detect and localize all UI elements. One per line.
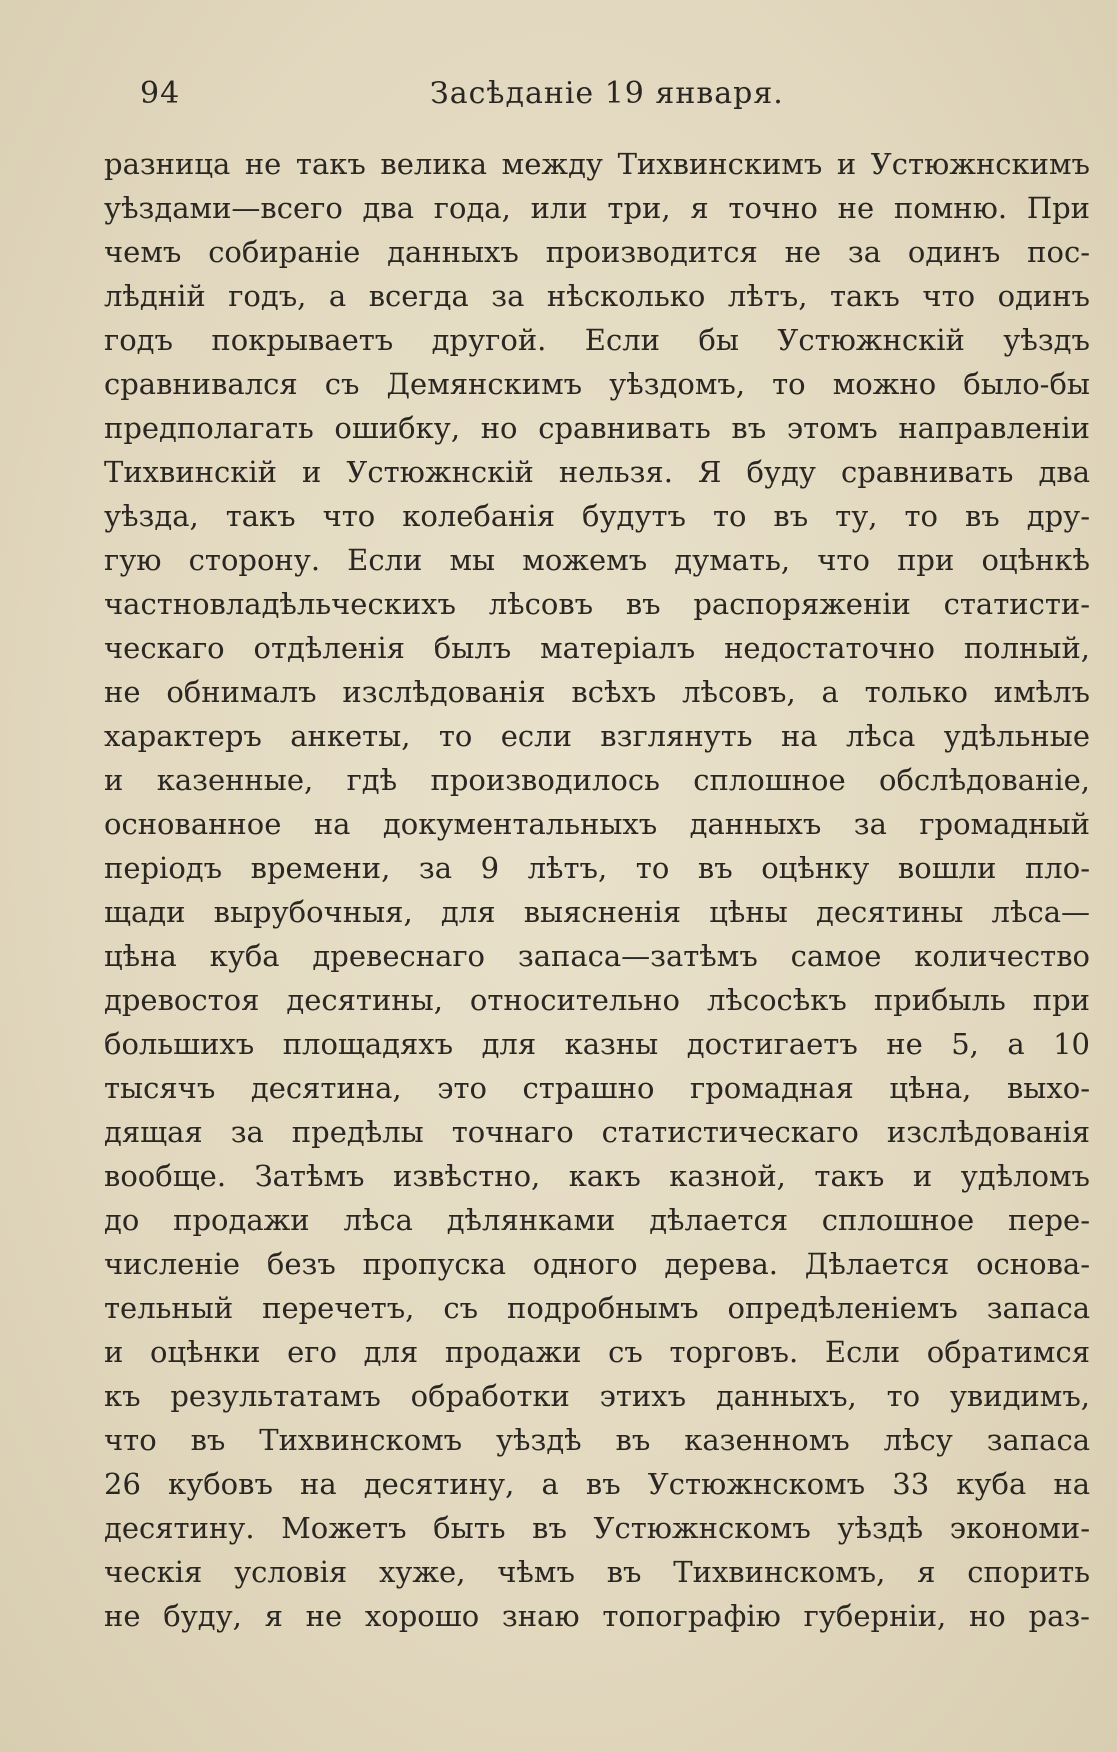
text-line: Тихвинскій и Устюжнскій нельзя. Я буду сравнивать два: [104, 455, 1090, 489]
text-line: характеръ анкеты, то если взглянуть на лѣса удѣльные: [104, 719, 1090, 753]
text-line: дящая за предѣлы точнаго статистическаго изслѣдованія: [104, 1115, 1090, 1149]
text-line: частновладѣльческихъ лѣсовъ въ распоряженіи статисти-: [104, 587, 1090, 621]
text-line: вообще. Затѣмъ извѣстно, какъ казной, такъ и удѣломъ: [104, 1159, 1090, 1193]
text-line: гую сторону. Если мы можемъ думать, что при оцѣнкѣ: [104, 543, 1090, 577]
text-line: разница не такъ велика между Тихвинскимъ и Устюжнскимъ: [104, 147, 1090, 181]
text-line: и оцѣнки его для продажи съ торговъ. Если обратимся: [104, 1335, 1090, 1369]
text-line: предполагать ошибку, но сравнивать въ этомъ направленіи: [104, 411, 1090, 445]
text-line: щади вырубочныя, для выясненія цѣны десятины лѣса—: [104, 895, 1090, 929]
text-line: что въ Тихвинскомъ уѣздѣ въ казенномъ лѣсу запаса: [104, 1423, 1090, 1457]
text-line: цѣна куба древеснаго запаса—затѣмъ самое количество: [104, 939, 1090, 973]
page-number: 94: [140, 76, 181, 111]
text-line: не буду, я не хорошо знаю топографію губерніи, но раз-: [104, 1599, 1090, 1633]
text-line: и казенные, гдѣ производилось сплошное обслѣдованіе,: [104, 763, 1090, 797]
text-line: основанное на документальныхъ данныхъ за громадный: [104, 807, 1090, 841]
text-line: десятину. Можетъ быть въ Устюжнскомъ уѣздѣ экономи-: [104, 1511, 1090, 1545]
text-line: тельный перечетъ, съ подробнымъ опредѣленіемъ запаса: [104, 1291, 1090, 1325]
text-line: періодъ времени, за 9 лѣтъ, то въ оцѣнку вошли пло-: [104, 851, 1090, 885]
text-line: до продажи лѣса дѣлянками дѣлается сплошное пере-: [104, 1203, 1090, 1237]
running-head: [140, 76, 1060, 116]
text-line: чемъ собираніе данныхъ производится не за одинъ пос-: [104, 235, 1090, 269]
running-head-title: Засѣданіе 19 января.: [430, 76, 784, 111]
text-line: ческаго отдѣленія былъ матеріалъ недостаточно полный,: [104, 631, 1090, 665]
text-line: тысячъ десятина, это страшно громадная цѣна, выхо-: [104, 1071, 1090, 1105]
text-line: не обнималъ изслѣдованія всѣхъ лѣсовъ, а только имѣлъ: [104, 675, 1090, 709]
text-line: ческія условія хуже, чѣмъ въ Тихвинскомъ, я спорить: [104, 1555, 1090, 1589]
text-line: лѣдній годъ, а всегда за нѣсколько лѣтъ, такъ что одинъ: [104, 279, 1090, 313]
body-text: [104, 142, 1090, 1638]
text-line: уѣзда, такъ что колебанія будутъ то въ ту, то въ дру-: [104, 499, 1090, 533]
text-line: годъ покрываетъ другой. Если бы Устюжнскій уѣздъ: [104, 323, 1090, 357]
text-line: большихъ площадяхъ для казны достигаетъ не 5, а 10: [104, 1027, 1090, 1061]
text-line: 26 кубовъ на десятину, а въ Устюжнскомъ 33 куба на: [104, 1467, 1090, 1501]
text-line: древостоя десятины, относительно лѣсосѣкъ прибыль при: [104, 983, 1090, 1017]
text-line: сравнивался съ Демянскимъ уѣздомъ, то можно было-бы: [104, 367, 1090, 401]
text-line: уѣздами—всего два года, или три, я точно не помню. При: [104, 191, 1090, 225]
text-line: численіе безъ пропуска одного дерева. Дѣлается основа-: [104, 1247, 1090, 1281]
text-line: къ результатамъ обработки этихъ данныхъ, то увидимъ,: [104, 1379, 1090, 1413]
